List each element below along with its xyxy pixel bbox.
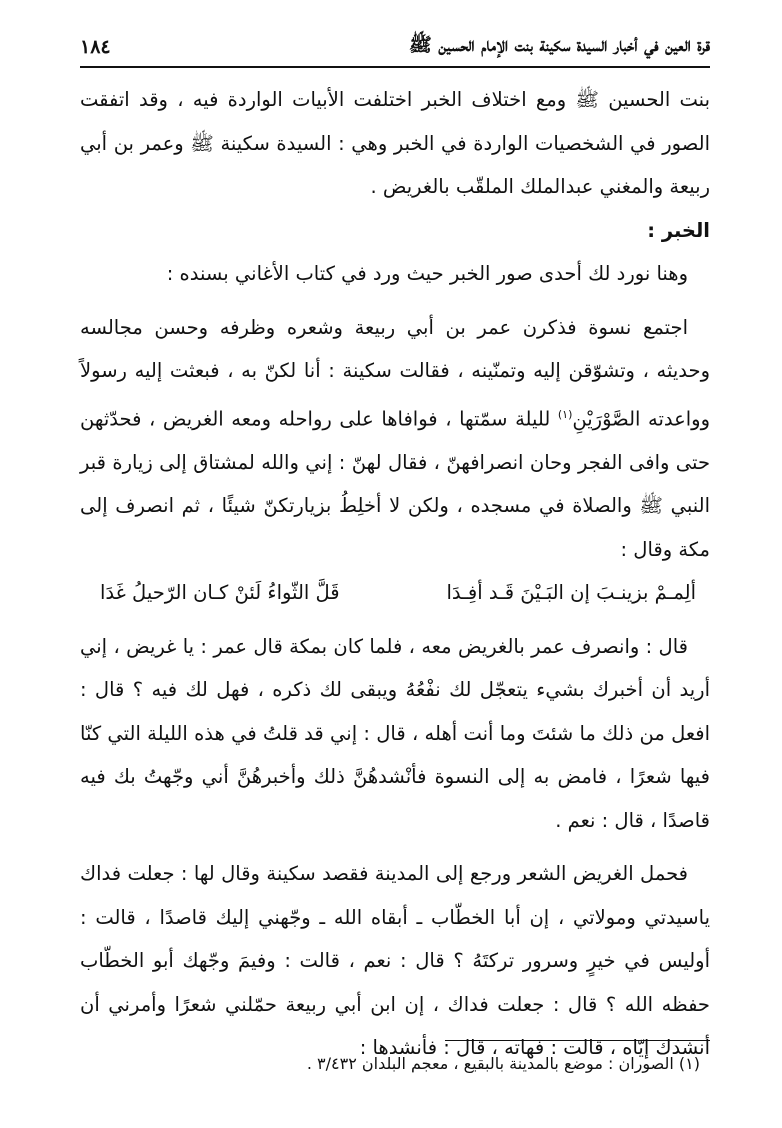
story-part-2: لليلة سمّتها ، فوافاها على رواحله ومعه الغريض ، فحدّثهن حتى وافى الفجر وحان انصرافهنّ ، فقال لهنّ : إني والله لمشتاق إلى زيارة قبر النبي ﷺ والصلاة في مسجده ، ولكن لا أخلِطُ بزيارتكنّ شيئًا ، ثم انصرف إلى مكة وقال : (80, 407, 710, 561)
poem-first-hemistich: ألِمـمْ بزينـبَ إن البَـيْنَ قَـد أفِـدَا (446, 581, 696, 604)
header-divider (80, 66, 710, 68)
section-heading: الخبر : (647, 218, 710, 242)
poem-verse (80, 571, 710, 615)
running-header (80, 30, 710, 64)
footnote: (١) الصوران : موضع بالمدينة بالبقيع ، معجم البلدان ٣/٤٣٢ . (306, 1054, 700, 1073)
paragraph-sukayna: فحمل الغريض الشعر ورجع إلى المدينة فقصد سكينة وقال لها : جعلت فداك ياسيدتي ومولاتي ، إن أبا الخطّاب ـ أبقاه الله ـ وجّهني إليك قاصدًا ، قالت : أوليس في خيرٍ وسرور تركتَهُ ؟ قال : نعم ، قالت : وفيمَ وجّهك أبو الخطّاب حفظه الله ؟ قال : جعلت فداك ، إن ابن أبي ربيعة حمّلني شعرًا وأمرني أن أنشدك إيّاه ، قالت : فهاته ، قال : فأنشدها : (80, 862, 710, 1059)
paragraph-intro: بنت الحسين ﷺ ومع اختلاف الخبر اختلفت الأبيات الواردة فيه ، وقد اتفقت الصور في الشخصيات الواردة في الخبر وهي : السيدة سكينة ﷺ وعمر بن أبي ربيعة والمغني عبدالملك الملقّب بالغريض . (80, 88, 710, 198)
running-title: قرة العين في أخبار السيدة سكينة بنت الإمام الحسين ﷺ (408, 34, 710, 56)
page-number: ١٨٤ (80, 36, 111, 58)
footnote-marker: (١) (557, 407, 573, 421)
footnote-divider (445, 1040, 710, 1041)
paragraph-source: وهنا نورد لك أحدى صور الخبر حيث ورد في كتاب الأغاني بسنده : (166, 262, 688, 285)
story-part-1: اجتمع نسوة فذكرن عمر بن أبي ربيعة وشعره وظرفه وحسن مجالسه وحديثه ، وتشوّقن إليه وتمنّينه ، فقالت سكينة : أنا لكنّ به ، فبعثت إليه رسولاً وواعدته الصَّوْرَيْنِ (80, 315, 711, 430)
poem-second-hemistich: قَلَّ الثّواءُ لَئنْ كـان الرّحيلُ غَدَا (100, 581, 340, 604)
paragraph-story (80, 306, 710, 572)
paragraph-gharid: قال : وانصرف عمر بالغريض معه ، فلما كان بمكة قال عمر : يا غريض ، إني أريد أن أخبرك بشيء يتعجّل لك نفْعُهُ ويبقى لك ذكره ، فهل لك فيه ؟ قال : افعل من ذلك ما شئتَ وما أنت أهله ، قال : إني قد قلتُ في هذه الليلة التي كنّا فيها شعرًا ، فامض به إلى النسوة فأنْشدهُنَّ ذلك وأخبرهُنَّ أني وجّهتُ بك فيه قاصدًا ، قال : نعم . (80, 634, 710, 832)
main-text (80, 78, 710, 1070)
